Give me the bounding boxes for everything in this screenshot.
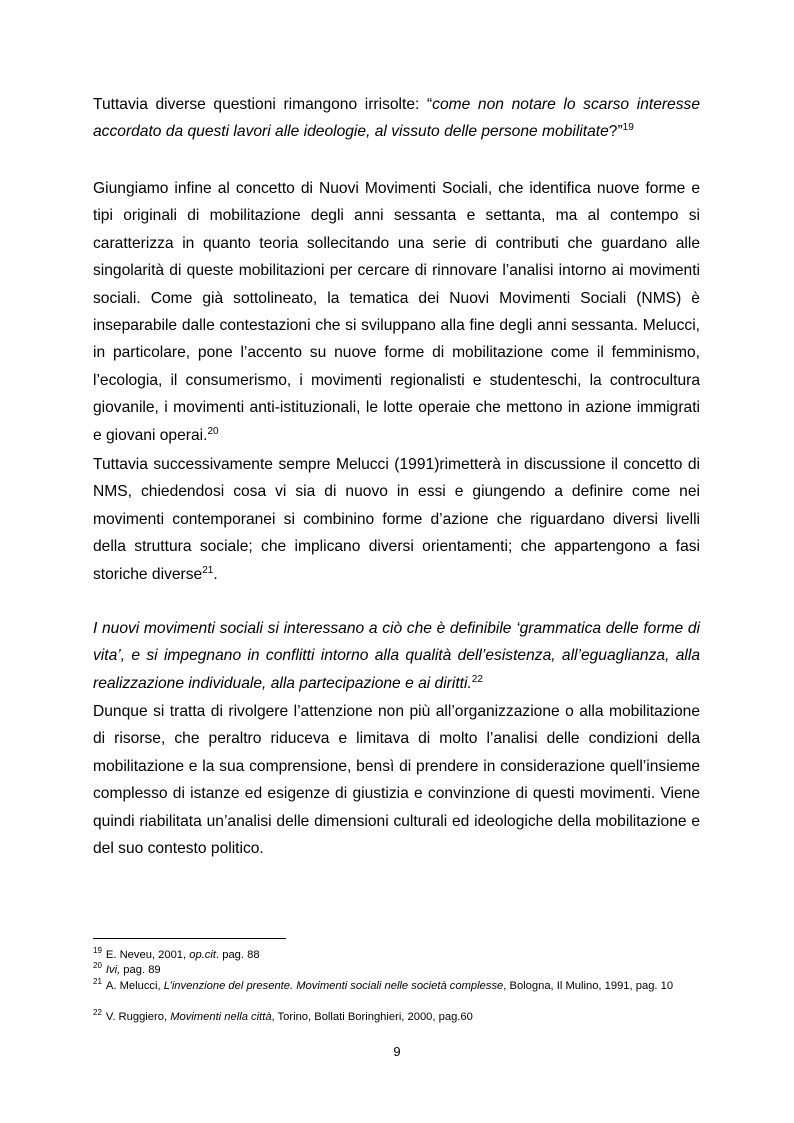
footnote-text: , Torino, Bollati Boringhieri, 2000, pag.60 [271,1011,473,1023]
footnote-21 [93,979,707,993]
footnote-title: Ivi, [105,964,121,976]
paragraph-5-text: Dunque si tratta di rivolgere l’attenzione non più all’organizzazione o alla mobilitazione di risorse, che peraltro riduceva e limitava di molto l’analisi delle condizioni della mobilitazione e la sua comprensione, bensì di prendere in considerazione quell’insieme complesso di istanze ed esigenze di giustizia e convinzione di questi movimenti. Viene quindi riabilitata un’analisi delle dimensioni culturali ed ideologiche della mobilitazione e del suo contesto politico. [93,703,700,858]
footnote-text: A. Melucci, [105,980,164,992]
footnote-title: Movimenti nella città [170,1011,272,1023]
footnote-ref-22[interactable]: 22 [471,673,483,685]
paragraph-1-close: ?” [608,123,623,141]
paragraph-3 [93,451,700,588]
paragraph-1-quote: come non notare lo scarso interesse accordato da questi lavori alle ideologie, al vissuto delle persone mobilitate [93,96,700,141]
footnote-19 [93,948,707,962]
footnote-separator [93,938,286,939]
footnote-text: V. Ruggiero, [105,1011,171,1023]
footnote-number: 19 [93,946,102,956]
paragraph-1-lead: Tuttavia diverse questioni rimangono irrisolte: “ [93,96,433,113]
footnote-text: . pag. 88 [216,949,260,961]
footnote-number: 20 [93,961,102,971]
footnote-text: E. Neveu, 2001, [105,949,190,961]
paragraph-1 [93,91,700,146]
footnote-22 [93,1010,707,1024]
paragraph-2 [93,175,700,449]
footnote-text: , Bologna, Il Mulino, 1991, pag. 10 [503,980,674,992]
footnote-title: L’invenzione del presente. Movimenti sociali nelle società complesse [163,980,504,992]
paragraph-5 [93,698,700,862]
paragraph-2-text: Giungiamo infine al concetto di Nuovi Movimenti Sociali, che identifica nuove forme e tipi originali di mobilitazione degli anni sessanta e settanta, ma al contempo si caratterizza in quanto teoria sollecitando una serie di contributi che guardano alle singolarità di queste mobilitazioni per cercare di rinnovare l’analisi intorno ai movimenti sociali. Come già sottolineato, la tematica dei Nuovi Movimenti Sociali (NMS) è inseparabile dalle contestazioni che si sviluppano alla fine degli anni sessanta. Melucci, in particolare, pone l’accento su nuove forme di mobilitazione come il femminismo, l’ecologia, il consumerismo, i movimenti regionalisti e studenteschi, la controcultura giovanile, i movimenti anti-istituzionali, le lotte operaie che mettono in azione immigrati e giovani operai. [93,180,700,444]
footnote-20 [93,963,707,977]
footnote-text: pag. 89 [120,964,161,976]
paragraph-3-text: Tuttavia successivamente sempre Melucci (1991)rimetterà in discussione il concetto di NMS, chiedendosi cosa vi sia di nuovo in essi e giungendo a definire come nei movimenti contemporanei si combinino forme d’azione che riguardano diversi livelli della struttura sociale; che implicano diversi orientamenti; che appartengono a fasi storiche diverse [93,456,700,583]
footnote-number: 21 [93,977,102,987]
paragraph-4-text: I nuovi movimenti sociali si interessano a ciò che è definibile ‘grammatica delle forme di vita’, e si impegnano in conflitti intorno alla qualità dell’esistenza, all’eguaglianza, alla realizzazione individuale, alla partecipazione e ai diritti. [93,620,700,692]
footnote-title: op.cit [189,949,216,961]
paragraph-3-end: . [213,565,218,583]
footnote-ref-19[interactable]: 19 [622,122,634,134]
footnote-ref-21[interactable]: 21 [202,564,214,576]
page-number: 9 [393,1044,401,1059]
paragraph-4-quote [93,615,700,697]
footnote-number: 22 [93,1008,102,1018]
footnote-ref-20[interactable]: 20 [207,425,219,437]
